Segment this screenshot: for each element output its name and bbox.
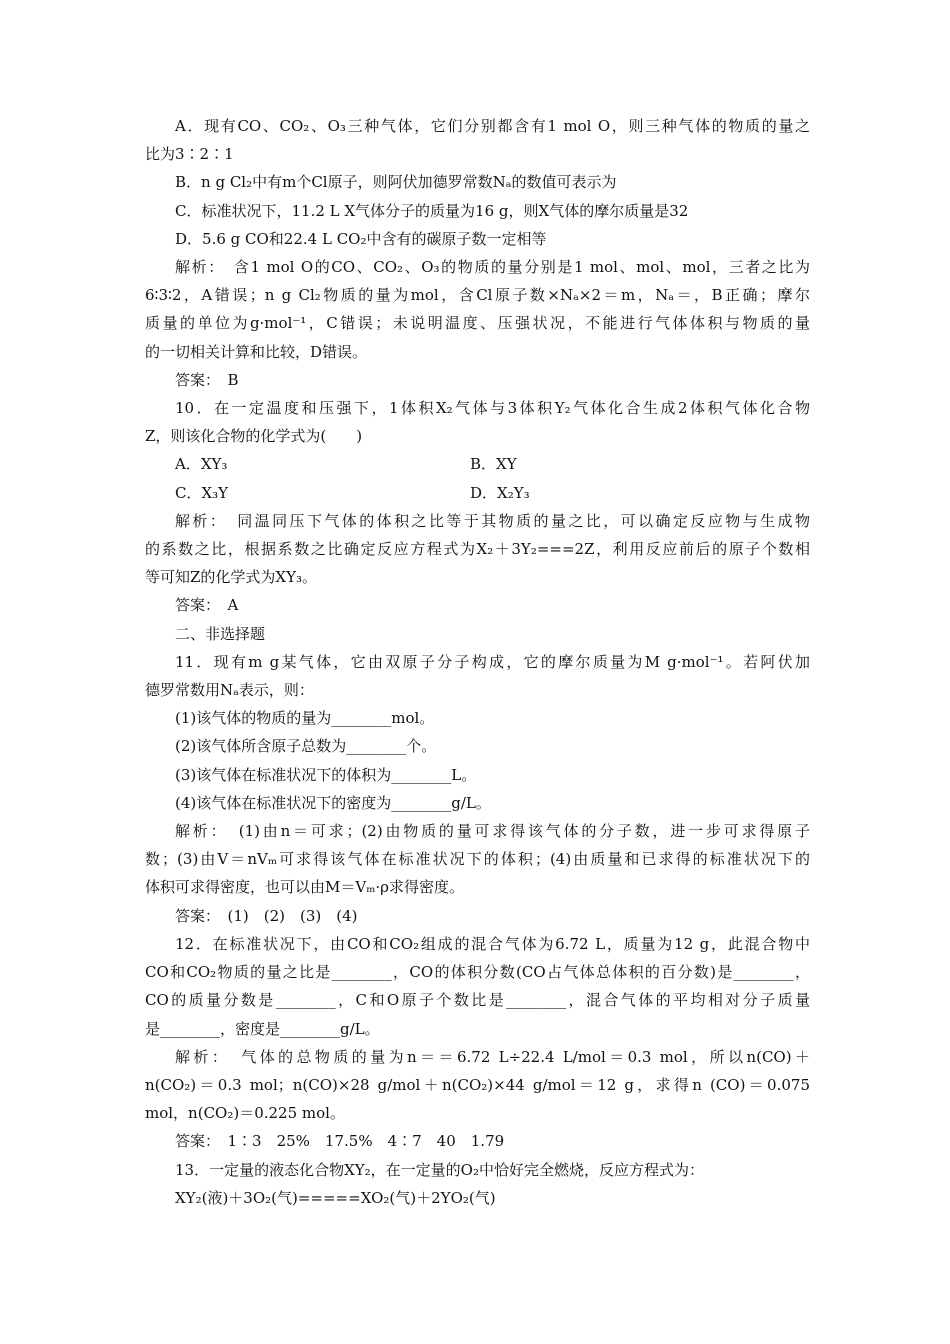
question-10-options-row-1 bbox=[145, 450, 810, 478]
question-11-part-2: (2)该气体所含原子总数为________个。 bbox=[175, 737, 437, 756]
answer-12: 答案： 1∶3 25% 17.5% 4∶7 40 1.79 bbox=[175, 1132, 505, 1151]
analysis-9-line-1: 解析： 含1 mol O的CO、CO₂、O₃的物质的量分别是1 mol、mol、mol，三者之比为 bbox=[175, 258, 810, 277]
question-13-line-1: 13．一定量的液态化合物XY₂，在一定量的O₂中恰好完全燃烧，反应方程式为： bbox=[175, 1160, 704, 1179]
option-a-line-1: A．现有CO、CO₂、O₃三种气体，它们分别都含有1 mol O，则三种气体的物质的量之 bbox=[175, 117, 810, 135]
question-12-line-1: 12．在标准状况下，由CO和CO₂组成的混合气体为6.72 L，质量为12 g，此混合物中 bbox=[175, 934, 810, 953]
question-12-line-4: 是________，密度是________g/L。 bbox=[145, 1019, 380, 1038]
question-11-line-2: 德罗常数用Nₐ表示，则： bbox=[145, 681, 314, 700]
question-10-line-1: 10．在一定温度和压强下，1体积X₂气体与3体积Y₂气体化合生成2体积气体化合物 bbox=[175, 399, 810, 418]
analysis-12-line-3: mol，n(CO₂)＝0.225 mol。 bbox=[145, 1104, 345, 1123]
analysis-11-line-1: 解析： (1)由n＝可求；(2)由物质的量可求得该气体的分子数，进一步可求得原子 bbox=[175, 822, 810, 841]
question-11-part-3: (3)该气体在标准状况下的体积为________L。 bbox=[175, 765, 477, 784]
analysis-9-line-2: 6∶3∶2，A错误；n g Cl₂物质的量为mol，含Cl原子数×Nₐ×2＝m，Nₐ＝，B正确；摩尔 bbox=[145, 286, 810, 305]
option-a-line-2: 比为3∶2∶1 bbox=[145, 145, 234, 164]
question-11-part-4: (4)该气体在标准状况下的密度为________g/L。 bbox=[175, 793, 491, 812]
analysis-11-line-3: 体积可求得密度，也可以由M＝Vₘ·ρ求得密度。 bbox=[145, 878, 464, 897]
analysis-12-line-1: 解析： 气体的总物质的量为n＝＝6.72 L÷22.4 L/mol＝0.3 mol，所以n(CO)＋ bbox=[175, 1047, 810, 1066]
option-d: D．5.6 g CO和22.4 L CO₂中含有的碳原子数一定相等 bbox=[175, 229, 547, 248]
analysis-10-line-2: 的系数之比，根据系数之比确定反应方程式为X₂＋3Y₂===2Z，利用反应前后的原子个数相 bbox=[145, 540, 810, 559]
analysis-10-line-3: 等可知Z的化学式为XY₃。 bbox=[145, 568, 318, 587]
question-13-equation: XY₂(液)＋3O₂(气)=====XO₂(气)＋2YO₂(气) bbox=[175, 1188, 496, 1207]
analysis-9-line-3: 质量的单位为g·mol⁻¹，C错误；未说明温度、压强状况，不能进行气体体积与物质的量 bbox=[145, 314, 810, 333]
section-heading: 二、非选择题 bbox=[175, 624, 266, 643]
question-11-line-1: 11．现有m g某气体，它由双原子分子构成，它的摩尔质量为M g·mol⁻¹。若阿伏加 bbox=[175, 652, 810, 671]
option-10d: D．X₂Y₃ bbox=[470, 483, 530, 502]
option-b: B．n g Cl₂中有m个Cl原子，则阿伏加德罗常数Nₐ的数值可表示为 bbox=[175, 173, 617, 192]
document-page bbox=[145, 112, 810, 1212]
question-11-part-1: (1)该气体的物质的量为________mol。 bbox=[175, 709, 435, 728]
question-12-line-2: CO和CO₂物质的量之比是________，CO的体积分数(CO占气体总体积的百分数)是________， bbox=[145, 963, 810, 982]
option-c: C．标准状况下，11.2 L X气体分子的质量为16 g，则X气体的摩尔质量是32 bbox=[175, 201, 689, 220]
analysis-11-line-2: 数；(3)由V＝nVₘ可求得该气体在标准状况下的体积；(4)由质量和已求得的标准状况下的 bbox=[145, 850, 810, 869]
question-10-options-row-2 bbox=[145, 479, 810, 507]
question-12-line-3: CO的质量分数是________，C和O原子个数比是________，混合气体的平均相对分子质量 bbox=[145, 991, 810, 1010]
option-10c: C．X₃Y bbox=[175, 483, 229, 502]
analysis-12-line-2: n(CO₂)＝0.3 mol；n(CO)×28 g/mol＋n(CO₂)×44 g/mol＝12 g，求得n (CO)＝0.075 bbox=[145, 1075, 810, 1094]
option-10a: A．XY₃ bbox=[175, 455, 228, 474]
answer-9: 答案： B bbox=[175, 370, 239, 389]
option-10b: B．XY bbox=[470, 455, 517, 474]
answer-10: 答案： A bbox=[175, 596, 239, 615]
answer-11: 答案： (1) (2) (3) (4) bbox=[175, 906, 358, 925]
question-10-line-2: Z，则该化合物的化学式为( ) bbox=[145, 427, 363, 446]
analysis-10-line-1: 解析： 同温同压下气体的体积之比等于其物质的量之比，可以确定反应物与生成物 bbox=[175, 511, 810, 530]
analysis-9-line-4: 的一切相关计算和比较，D错误。 bbox=[145, 342, 368, 361]
